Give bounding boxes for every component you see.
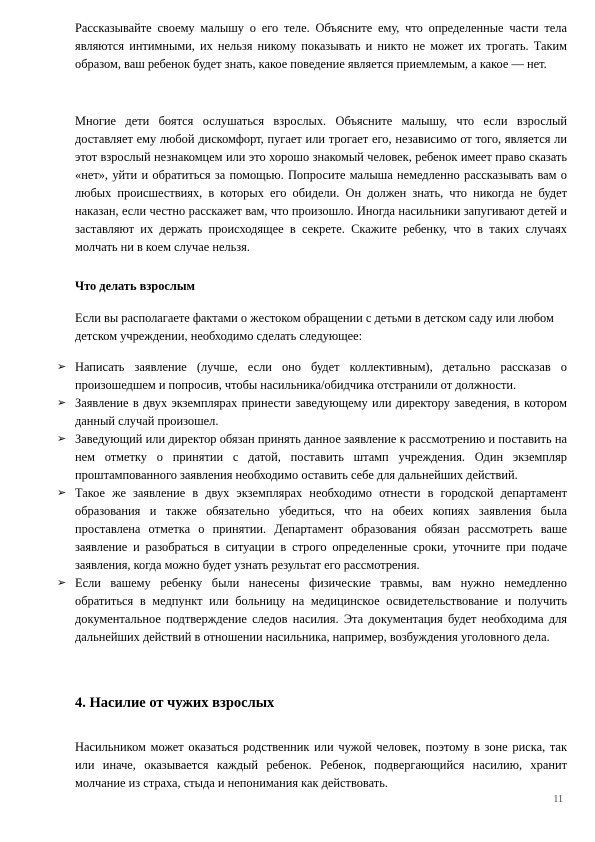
section-title: 4. Насилие от чужих взрослых bbox=[75, 695, 275, 711]
arrow-bullet-icon: ➢ bbox=[57, 577, 67, 589]
list-item bbox=[57, 574, 567, 646]
arrow-bullet-icon: ➢ bbox=[57, 433, 67, 445]
paragraph-strangers: Насильником может оказаться родственник или чужой человек, поэтому в зоне риска, так или иначе, оказывается каждый ребенок. Ребенок, подвергающийся насилию, хранит молчание из страха, стыда и непонимания как действовать. bbox=[75, 740, 567, 790]
list-item bbox=[57, 430, 567, 484]
arrow-bullet-icon: ➢ bbox=[57, 487, 67, 499]
action-list bbox=[57, 358, 567, 646]
subheading-what-adults-do: Что делать взрослым bbox=[75, 279, 195, 293]
list-item-text: Такое же заявление в двух экземплярах необходимо отнести в городской департамент образования и также обязательно убедиться, что на обеих копиях заявления была проставлена отметка о принятии. Департамент образования обязан рассмотреть ваше заявление и разобраться в ситуации в строго определенные сроки, уточните при подаче заявления, когда можно будет узнать результат его рассмотрения. bbox=[75, 486, 567, 572]
page-number: 11 bbox=[553, 794, 563, 805]
list-item bbox=[57, 394, 567, 430]
paragraph-say-no: Многие дети боятся ослушаться взрослых. Объясните малышу, что если взрослый доставляет ему любой дискомфорт, пугает или трогает его, независимо от того, является ли этот взрослый незнакомцем или это хорошо знакомый человек, ребенок имеет право сказать «нет», уйти и обратиться за помощью. Попросите малыша немедленно рассказывать вам о любых происшествиях, в которых его обидели. Он должен знать, что никогда не будет наказан, если честно расскажет вам, что произошло. Иногда насильники запугивают детей и заставляют их держать происходящее в секрете. Скажите ребенку, что в таких случаях молчать ни в коем случае нельзя. bbox=[75, 114, 567, 254]
paragraph-intro: Если вы располагаете фактами о жестоком обращении с детьми в детском саду или любом детском учреждении, необходимо сделать следующее: bbox=[75, 311, 554, 343]
arrow-bullet-icon: ➢ bbox=[57, 397, 67, 409]
arrow-bullet-icon: ➢ bbox=[57, 361, 67, 373]
list-item-text: Заведующий или директор обязан принять данное заявление к рассмотрению и поставить на нем отметку о принятии с датой, поставить штамп учреждения. Один экземпляр проштампованного заявления необходимо оставить себе для дальнейших действий. bbox=[75, 432, 567, 482]
list-item bbox=[57, 484, 567, 574]
list-item-text: Написать заявление (лучше, если оно будет коллективным), детально рассказав о произошедшем и попросив, чтобы насильника/обидчика отстранили от должности. bbox=[75, 360, 567, 392]
paragraph-body-awareness: Рассказывайте своему малышу о его теле. Объясните ему, что определенные части тела являются интимными, их нельзя никому показывать и никто не может их трогать. Таким образом, ваш ребенок будет знать, какое поведение является приемлемым, а какое — нет. bbox=[75, 21, 567, 71]
list-item-text: Если вашему ребенку были нанесены физические травмы, вам нужно немедленно обратиться в медпункт или больницу на медицинское освидетельствование и получить документальное подтверждение следов насилия. Эта документация будет необходима для дальнейших действий в отношении насильника, например, возбуждения уголовного дела. bbox=[75, 576, 567, 644]
list-item bbox=[57, 358, 567, 394]
list-item-text: Заявление в двух экземплярах принести заведующему или директору заведения, в котором данный случай произошел. bbox=[75, 396, 567, 428]
